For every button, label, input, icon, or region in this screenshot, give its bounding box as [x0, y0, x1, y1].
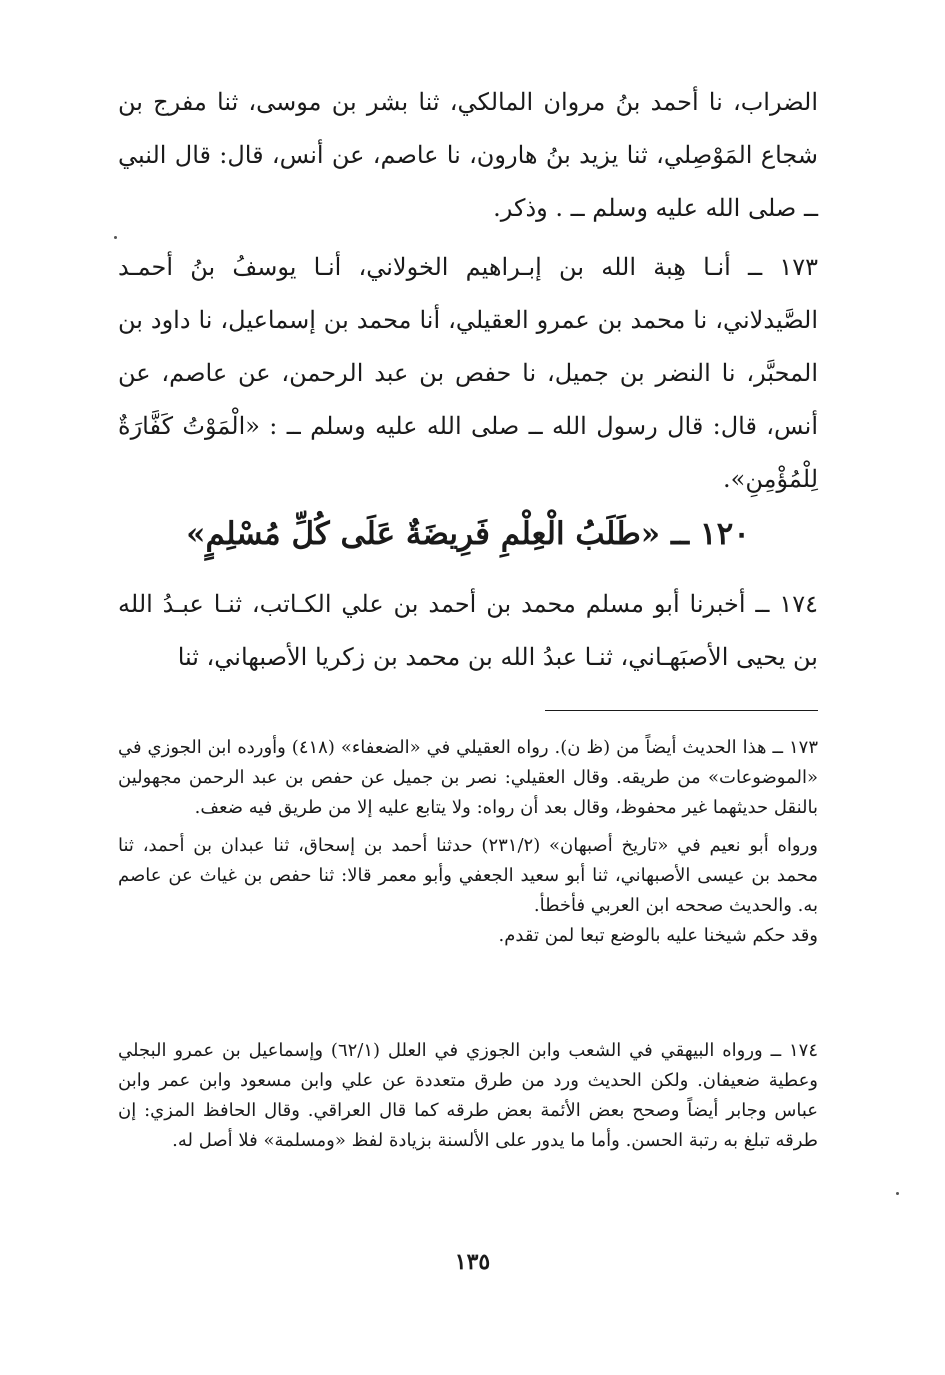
hadith-174-text: ١٧٤ ــ أخبرنا أبو مسلم محمد بن أحمد بن علي الكـاتب، ثنـا عبـدُ الله بن يحيى الأصبَهـاني، ثنـا عبدُ الله بن محمد بن زكريا الأصبهاني، ثنا	[118, 590, 818, 671]
footnote-173-paragraph-1: ١٧٣ ــ هذا الحديث أيضاً من (ظ ن). رواه العقيلي في «الضعفاء» (٤١٨) وأورده ابن الجوزي في «الموضوعات» من طريقه. وقال العقيلي: نصر بن جميل عن حفص بن عبد الرحمن مجهولين بالنقل حديثهما غير محفوظ، وقال بعد أن رواه: ولا يتابع عليه إلا من طريق فيه ضعف.	[118, 737, 818, 818]
footnote-173	[118, 733, 818, 951]
chapter-heading: ١٢٠ ــ «طَلَبُ الْعِلْمِ فَرِيضَةٌ عَلَى كُلِّ مُسْلِمٍ»	[186, 516, 750, 552]
page-number: ١٣٥	[454, 1249, 491, 1275]
hadith-173-text: ١٧٣ ــ أنـا هِبة الله بن إبـراهيم الخولاني، أنـا يوسفُ بنُ أحمـد الصَّيدلاني، نا محمد بن عمرو العقيلي، أنا محمد بن إسماعيل، نا داود بن المحبَّر، نا النضر بن جميل، نا حفص بن عبد الرحمن، عن عاصم، عن أنس، قال: قال رسول الله ــ صلى الله عليه وسلم ــ : «الْمَوْتُ كَفَّارَةٌ لِلْمُؤْمِنِ».	[118, 253, 818, 493]
footnote-173-paragraph-3: وقد حكم شيخنا عليه بالوضع تبعا لمن تقدم.	[498, 925, 818, 946]
hadith-173	[118, 241, 818, 506]
footnote-173-paragraph-2: ورواه أبو نعيم في «تاريخ أصبهان» (٢٣١/٢) حدثنا أحمد بن إسحاق، ثنا عبدان بن أحمد، ثنا محمد بن عيسى الأصبهاني، ثنا أبو سعيد الجعفي وأبو معمر قالا: ثنا حفص بن غياث عن عاصم به. والحديث صححه ابن العربي فأخطأ.	[118, 835, 818, 916]
scan-speck	[896, 1192, 899, 1195]
footnote-174	[118, 1036, 818, 1156]
paragraph-continuation: الضراب، نا أحمد بنُ مروان المالكي، ثنا بشر بن موسى، ثنا مفرج بن شجاع المَوْصِلي، ثنا يزيد بنُ هارون، نا عاصم، عن أنس، قال: قال النبي ــ صلى الله عليه وسلم ــ . وذكر.	[118, 88, 818, 222]
scan-speck	[114, 236, 117, 239]
hadith-174	[118, 578, 818, 684]
main-text-continuation	[118, 76, 818, 235]
footnote-separator	[545, 710, 818, 711]
footnote-174-paragraph: ١٧٤ ــ ورواه البيهقي في الشعب وابن الجوزي في العلل (٦٢/١) وإسماعيل بن عمرو البجلي وعطية ضعيفان. ولكن الحديث ورد من طرق متعددة عن علي وابن مسعود وابن عمر وابن عباس وجابر أيضاً وصحح بعض الأئمة بعض طرقه كما قال العراقي. وقال الحافظ المزي: إن طرقه تبلغ به رتبة الحسن. وأما ما يدور على الألسنة بزيادة لفظ «ومسلمة» فلا أصل له.	[118, 1040, 819, 1151]
